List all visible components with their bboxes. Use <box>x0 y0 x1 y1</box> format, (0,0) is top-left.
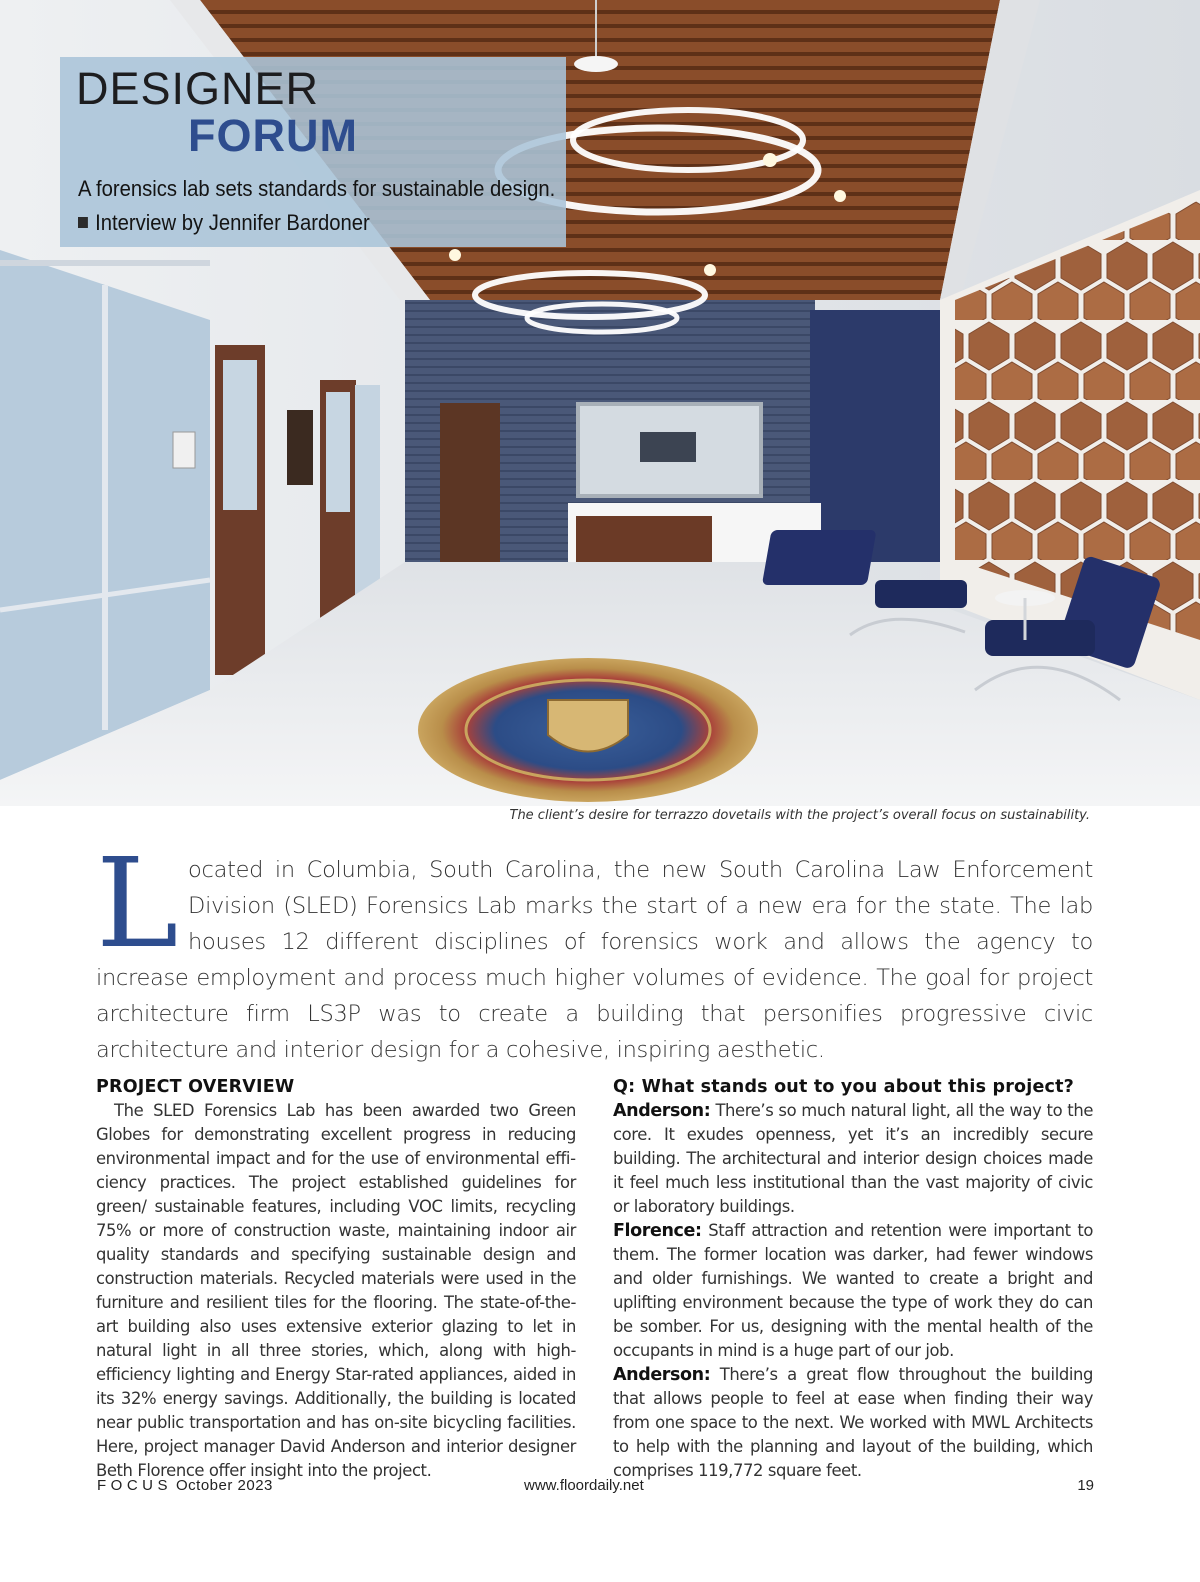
page-number: 19 <box>1077 1477 1094 1494</box>
answer-paragraph <box>613 1219 1093 1363</box>
section-title-forum: FORUM <box>188 110 358 161</box>
column-qa <box>613 1075 1093 1483</box>
column-project-overview <box>96 1075 576 1483</box>
speaker-name: Florence: <box>613 1221 702 1241</box>
question-heading: Q: What stands out to you about this project? <box>613 1077 1075 1097</box>
issue-date: October 2023 <box>176 1477 273 1494</box>
intro-paragraph <box>96 832 1093 1068</box>
answer-text: There’s a great flow throughout the building that allows people to feel at ease when finding their way from one space to the next. We worked with MWL Architects to help with the planning and layout of the building, which comprises 119,772 square feet. <box>613 1365 1093 1480</box>
byline <box>78 210 370 236</box>
footer-website: www.floordaily.net <box>524 1477 644 1494</box>
title-box <box>60 57 566 247</box>
answer-text: Staff attraction and retention were important to them. The former location was darker, had fewer windows and older furnishings. We wanted to create a bright and uplifting environment because the type of work they do can be somber. For us, designing with the mental health of the occupants in mind is a huge part of our job. <box>613 1221 1094 1360</box>
speaker-name: Anderson: <box>613 1101 711 1121</box>
overview-body: The SLED Forensics Lab has been awarded two Green Globes for demonstrating excellent progress in reducing environmental impact and for the use of environmental efficiency practices. The project established guidelines for green/ sustainable features, including VOC limits, recycling 75% or more of construction waste, maintaining indoor air quality standards and specifying sustainable design and construction materials. Recycled materials were used in the furniture and resilient tiles for the flooring. The state-of-the-art building also uses extensive exterior glazing to let in natural light in all three stories, which, along with high-efficiency lighting and Energy Star-rated appliances, aided in its 32% energy savings. Additionally, the building is located near public transportation and has on-site bicycling facilities. Here, project manager David Anderson and interior designer Beth Florence offer insight into the project. <box>96 1101 576 1480</box>
answer-paragraph <box>613 1363 1093 1483</box>
byline-text: Interview by Jennifer Bardoner <box>95 210 370 235</box>
drop-cap: L <box>96 832 179 976</box>
article-subtitle: A forensics lab sets standards for sustainable design. <box>78 176 556 201</box>
footer-issue <box>97 1477 273 1494</box>
overview-heading: PROJECT OVERVIEW <box>96 1077 295 1097</box>
intro-text: ocated in Columbia, South Carolina, the new South Carolina Law Enforcement Division (SLED) Forensics Lab marks the start of a new era for the state. The lab houses 12 different disciplines of forensics work and allows the agency to increase employment and process much higher volumes of evidence. The goal for project architecture firm LS3P was to create a building that personifies progressive civic architecture and interior design for a cohesive, inspiring aesthetic. <box>96 857 1093 1063</box>
bullet-square-icon <box>78 217 88 228</box>
section-title-designer: DESIGNER <box>76 63 320 114</box>
answer-text: There’s so much natural light, all the way to the core. It exudes openness, yet it’s an incredibly secure building. The architectural and interior design choices made it feel much less institutional than the vast majority of civic or laboratory buildings. <box>613 1101 1094 1216</box>
answer-paragraph <box>613 1099 1093 1219</box>
photo-caption: The client’s desire for terrazzo dovetails with the project’s overall focus on sustainability. <box>509 808 1090 823</box>
speaker-name: Anderson: <box>613 1365 711 1385</box>
magazine-name: FOCUS <box>97 1477 172 1494</box>
